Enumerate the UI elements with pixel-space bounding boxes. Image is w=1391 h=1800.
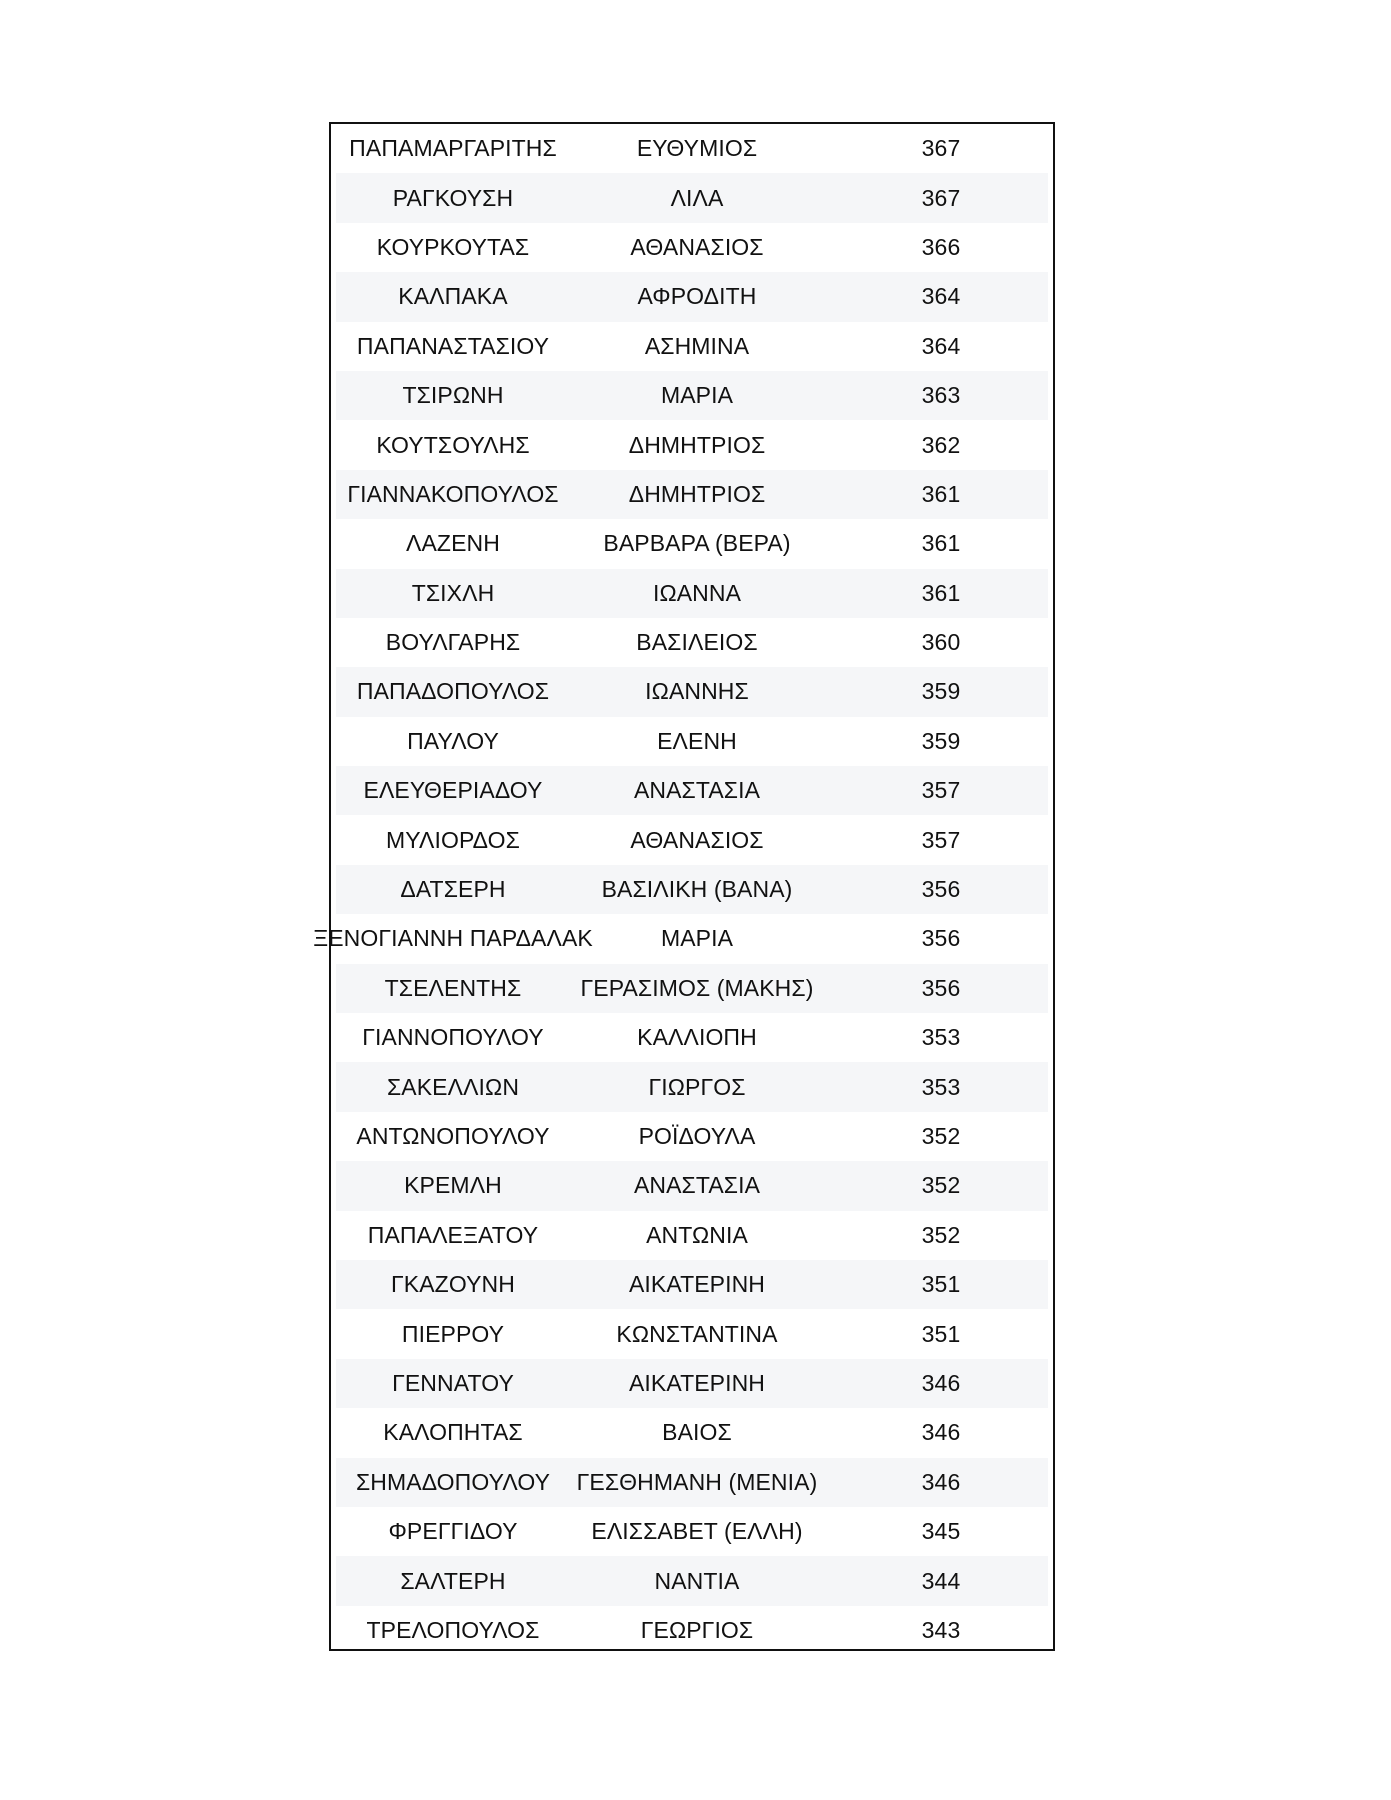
- table-row: [331, 667, 1053, 716]
- table-row: [331, 766, 1053, 815]
- surname-cell: ΞΕΝΟΓΙΑΝΝΗ ΠΑΡΔΑΛΑΚ: [313, 925, 593, 952]
- surname-cell: ΠΙΕΡΡΟΥ: [401, 1320, 505, 1347]
- table-row: [331, 470, 1053, 519]
- table-row: [331, 519, 1053, 568]
- surname-cell: ΚΑΛΠΑΚΑ: [398, 283, 508, 310]
- score-cell: 351: [921, 1320, 961, 1347]
- first-name-cell: ΜΑΡΙΑ: [660, 925, 734, 952]
- surname-cell: ΤΣΕΛΕΝΤΗΣ: [384, 974, 522, 1001]
- table-row: [331, 1211, 1053, 1260]
- score-cell: 361: [921, 530, 961, 557]
- surname-cell: ΚΟΥΤΣΟΥΛΗΣ: [376, 431, 530, 458]
- score-cell: 345: [921, 1518, 961, 1545]
- first-name-cell: ΒΑΙΟΣ: [662, 1419, 732, 1446]
- table-row: [331, 124, 1053, 173]
- score-cell: 359: [921, 727, 961, 754]
- surname-cell: ΤΣΙΡΩΝΗ: [402, 382, 504, 409]
- surname-cell: ΚΑΛΟΠΗΤΑΣ: [383, 1419, 523, 1446]
- first-name-cell: ΑΝΑΣΤΑΣΙΑ: [633, 777, 761, 804]
- first-name-cell: ΓΕΣΘΗΜΑΝΗ (ΜΕΝΙΑ): [576, 1468, 818, 1495]
- table-row: [313, 914, 1053, 963]
- table-row: [331, 420, 1053, 469]
- score-cell: 361: [921, 579, 961, 606]
- table-row: [331, 173, 1053, 222]
- surname-cell: ΣΑΛΤΕΡΗ: [400, 1567, 506, 1594]
- first-name-cell: ΑΘΑΝΑΣΙΟΣ: [630, 233, 764, 260]
- score-cell: 351: [921, 1271, 961, 1298]
- score-cell: 352: [921, 1123, 961, 1149]
- score-cell: 356: [921, 876, 961, 903]
- surname-cell: ΣΑΚΕΛΛΙΩΝ: [386, 1073, 520, 1100]
- table-row: [331, 1013, 1053, 1062]
- first-name-cell: ΑΣΗΜΙΝΑ: [644, 332, 750, 359]
- table-row: [331, 1062, 1053, 1111]
- surname-cell: ΔΑΤΣΕΡΗ: [400, 876, 506, 903]
- score-cell: 346: [921, 1369, 961, 1396]
- surname-cell: ΠΑΠΑΜΑΡΓΑΡΙΤΗΣ: [349, 135, 557, 162]
- table-row: [331, 322, 1053, 371]
- score-cell: 344: [921, 1567, 961, 1594]
- surname-cell: ΕΛΕΥΘΕΡΙΑΔΟΥ: [363, 777, 543, 804]
- score-cell: 362: [921, 431, 961, 458]
- score-cell: 363: [921, 382, 961, 409]
- first-name-cell: ΚΩΝΣΤΑΝΤΙΝΑ: [616, 1320, 778, 1347]
- surname-cell: ΒΟΥΛΓΑΡΗΣ: [385, 629, 521, 656]
- surname-cell: ΤΣΙΧΛΗ: [411, 579, 495, 606]
- table-row: [331, 815, 1053, 864]
- first-name-cell: ΙΩΑΝΝΗΣ: [645, 678, 749, 705]
- score-cell: 352: [921, 1221, 961, 1248]
- first-name-cell: ΔΗΜΗΤΡΙΟΣ: [628, 480, 766, 507]
- first-name-cell: ΕΥΘΥΜΙΟΣ: [636, 135, 758, 162]
- score-cell: 346: [921, 1419, 961, 1446]
- first-name-cell: ΝΑΝΤΙΑ: [654, 1567, 740, 1594]
- score-cell: 366: [921, 233, 961, 260]
- score-cell: 359: [921, 678, 961, 705]
- score-cell: 364: [921, 332, 961, 359]
- surname-cell: ΠΑΥΛΟΥ: [407, 727, 499, 754]
- first-name-cell: ΒΑΣΙΛΕΙΟΣ: [636, 629, 758, 656]
- score-cell: 356: [921, 974, 961, 1001]
- surname-cell: ΓΚΑΖΟΥΝΗ: [391, 1271, 515, 1298]
- first-name-cell: ΛΙΛΑ: [670, 184, 724, 211]
- score-cell: 343: [921, 1616, 961, 1643]
- surname-cell: ΣΗΜΑΔΟΠΟΥΛΟΥ: [355, 1468, 551, 1495]
- table-row: [331, 1556, 1053, 1605]
- first-name-cell: ΓΕΡΑΣΙΜΟΣ (ΜΑΚΗΣ): [580, 974, 814, 1001]
- table-row: [331, 964, 1053, 1013]
- table-row: [331, 865, 1053, 914]
- score-cell: 357: [921, 777, 961, 804]
- first-name-cell: ΓΕΩΡΓΙΟΣ: [640, 1616, 754, 1643]
- surname-cell: ΠΑΠΑΝΑΣΤΑΣΙΟΥ: [356, 332, 550, 359]
- first-name-cell: ΒΑΣΙΛΙΚΗ (ΒΑΝΑ): [601, 876, 793, 903]
- first-name-cell: ΑΝΤΩΝΙΑ: [646, 1221, 748, 1248]
- surname-cell: ΛΑΖΕΝΗ: [406, 530, 500, 557]
- surname-cell: ΓΙΑΝΝΟΠΟΥΛΟΥ: [362, 1024, 544, 1051]
- score-cell: 353: [921, 1024, 961, 1051]
- table-row: [331, 223, 1053, 272]
- score-cell: 360: [921, 629, 961, 656]
- first-name-cell: ΑΙΚΑΤΕΡΙΝΗ: [628, 1369, 766, 1396]
- surname-cell: ΑΝΤΩΝΟΠΟΥΛΟΥ: [356, 1123, 550, 1149]
- table-row: [331, 1309, 1053, 1358]
- table-row: [331, 1458, 1053, 1507]
- score-cell: 356: [921, 925, 961, 952]
- first-name-cell: ΕΛΙΣΣΑΒΕΤ (ΕΛΛΗ): [591, 1518, 803, 1545]
- table-row: [331, 1260, 1053, 1309]
- surname-cell: ΤΡΕΛΟΠΟΥΛΟΣ: [366, 1616, 540, 1643]
- table-row: [331, 371, 1053, 420]
- first-name-cell: ΑΦΡΟΔΙΤΗ: [637, 283, 757, 310]
- first-name-cell: ΑΘΑΝΑΣΙΟΣ: [630, 826, 764, 853]
- surname-cell: ΜΥΛΙΟΡΔΟΣ: [386, 826, 520, 853]
- results-table: [313, 122, 1055, 1651]
- score-cell: 353: [921, 1073, 961, 1100]
- table-row: [331, 1112, 1053, 1161]
- surname-cell: ΚΡΕΜΛΗ: [404, 1172, 502, 1199]
- surname-cell: ΓΙΑΝΝΑΚΟΠΟΥΛΟΣ: [347, 480, 559, 507]
- first-name-cell: ΔΗΜΗΤΡΙΟΣ: [628, 431, 766, 458]
- surname-cell: ΚΟΥΡΚΟΥΤΑΣ: [376, 233, 530, 260]
- surname-cell: ΦΡΕΓΓΙΔΟΥ: [388, 1518, 518, 1545]
- surname-cell: ΓΕΝΝΑΤΟΥ: [392, 1369, 514, 1396]
- surname-cell: ΡΑΓΚΟΥΣΗ: [392, 184, 514, 211]
- score-cell: 364: [921, 283, 961, 310]
- score-cell: 367: [921, 135, 961, 162]
- table-row: [331, 1161, 1053, 1210]
- surname-cell: ΠΑΠΑΔΟΠΟΥΛΟΣ: [356, 678, 550, 705]
- first-name-cell: ΒΑΡΒΑΡΑ (ΒΕΡΑ): [603, 530, 791, 557]
- score-cell: 346: [921, 1468, 961, 1495]
- score-cell: 361: [921, 480, 961, 507]
- first-name-cell: ΚΑΛΛΙΟΠΗ: [637, 1024, 757, 1051]
- table-row: [331, 717, 1053, 766]
- table-row: [331, 618, 1053, 667]
- first-name-cell: ΑΙΚΑΤΕΡΙΝΗ: [628, 1271, 766, 1298]
- first-name-cell: ΙΩΑΝΝΑ: [652, 579, 742, 606]
- first-name-cell: ΓΙΩΡΓΟΣ: [648, 1073, 746, 1100]
- score-cell: 352: [921, 1172, 961, 1199]
- table-row: [331, 1606, 1053, 1655]
- surname-cell: ΠΑΠΑΛΕΞΑΤΟΥ: [367, 1221, 539, 1248]
- table-row: [331, 1359, 1053, 1408]
- first-name-cell: ΡΟΪΔΟΥΛΑ: [638, 1123, 756, 1149]
- table-row: [331, 272, 1053, 321]
- table-row: [331, 1507, 1053, 1556]
- first-name-cell: ΕΛΕΝΗ: [657, 727, 737, 754]
- first-name-cell: ΜΑΡΙΑ: [660, 382, 734, 409]
- table-row: [331, 1408, 1053, 1457]
- first-name-cell: ΑΝΑΣΤΑΣΙΑ: [633, 1172, 761, 1199]
- score-cell: 357: [921, 826, 961, 853]
- table-body: [313, 124, 1053, 1655]
- table-row: [331, 569, 1053, 618]
- score-cell: 367: [921, 184, 961, 211]
